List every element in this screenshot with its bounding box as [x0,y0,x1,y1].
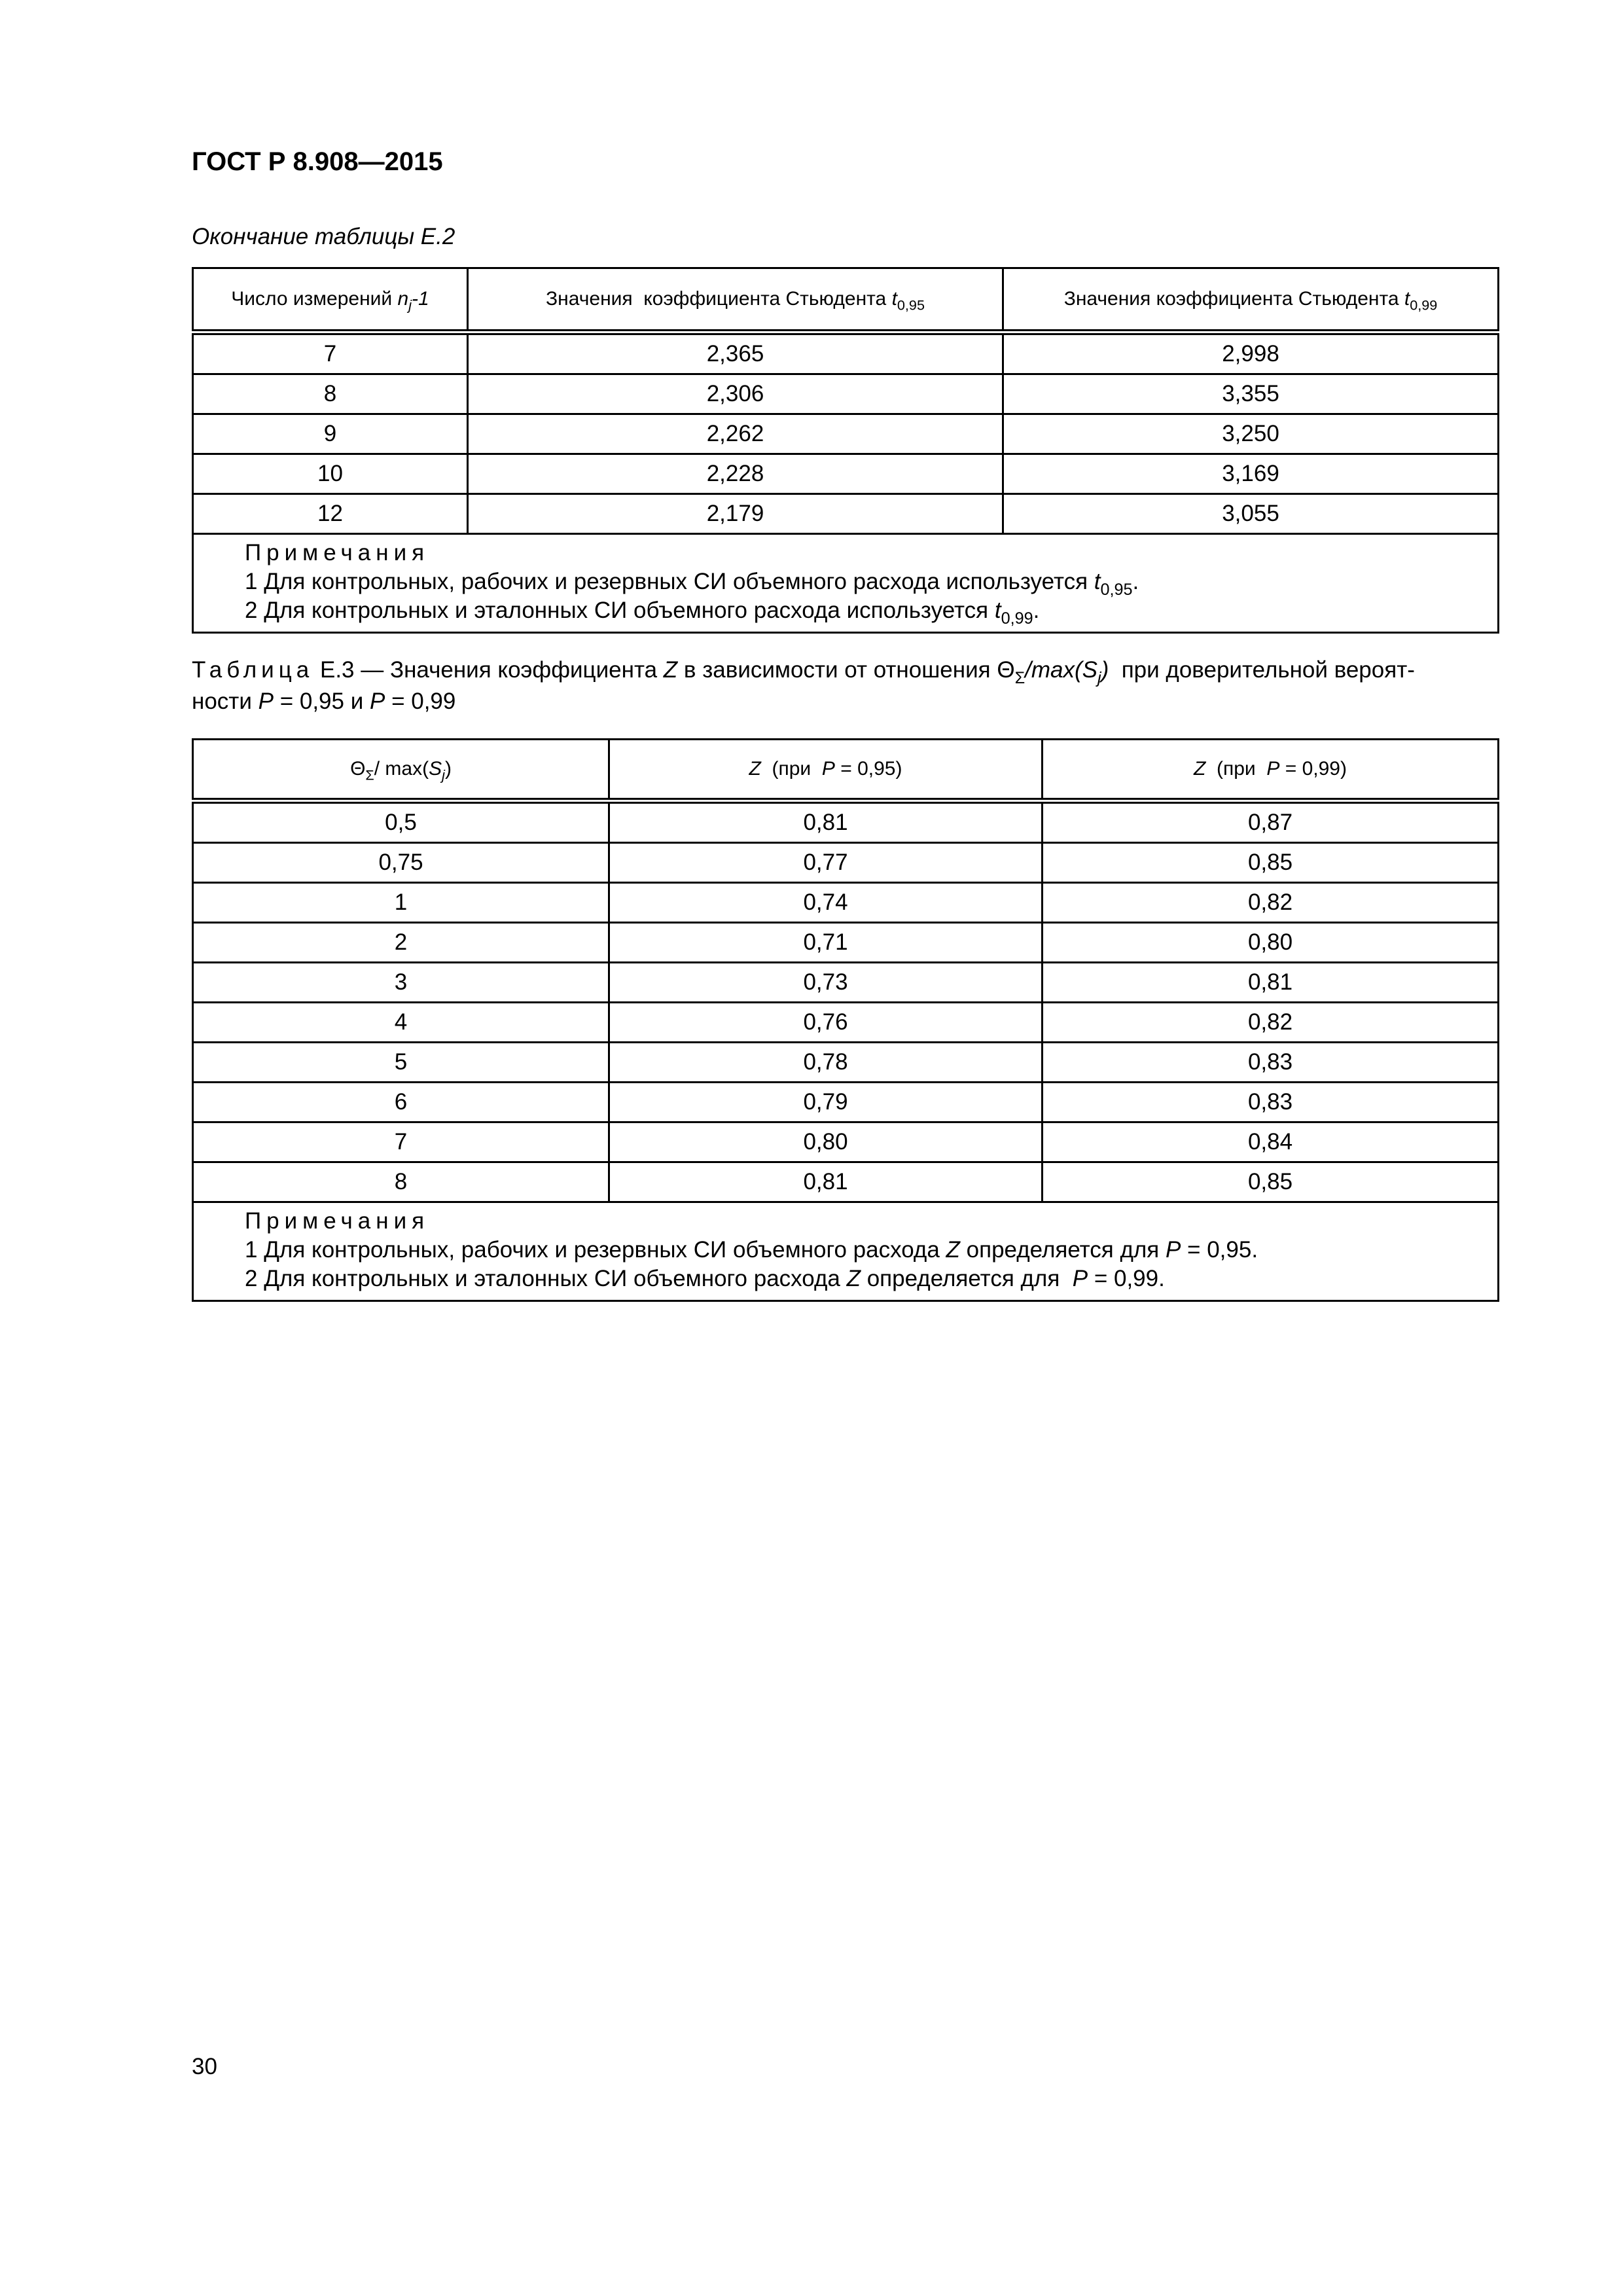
variable-t: t [1404,288,1410,310]
cell-z095: 0,79 [609,1083,1043,1122]
table-header-row [193,740,1499,801]
header-text: = 0,95) [834,758,902,780]
subscript-099: 0,99 [1410,296,1438,314]
note-2 [245,1265,1497,1293]
subscript-j: j [442,766,445,783]
cell-z095: 0,81 [609,801,1043,843]
note-text: 1 Для контрольных, рабочих и резервных СИ объемного расхода используется [245,569,1088,594]
cell-z099: 0,81 [1043,963,1499,1003]
note-text: определяется для [860,1266,1073,1291]
note-end: . [1132,569,1139,594]
cell-measurements: 12 [193,494,468,534]
cell-z099: 0,87 [1043,801,1499,843]
cell-z095: 0,71 [609,923,1043,963]
variable-p: P [369,689,385,714]
cell-ratio: 7 [193,1122,609,1162]
caption-text: = 0,99 [385,689,456,714]
caption-text: ности [192,689,259,714]
cell-ratio: 0,5 [193,801,609,843]
note-end: = 0,95. [1181,1237,1258,1263]
cell-z095: 0,81 [609,1162,1043,1202]
notes-row [193,534,1499,633]
header-text: Значения коэффициента Стьюдента [1063,288,1399,310]
table-row [193,414,1499,454]
cell-z099: 0,84 [1043,1122,1499,1162]
cell-z099: 0,85 [1043,1162,1499,1202]
table-row [193,923,1499,963]
note-text: определяется для [959,1237,1166,1263]
subscript-099: 0,99 [1001,609,1033,628]
note-end: . [1033,598,1040,623]
caption-close: ) [1101,657,1109,683]
notes-row [193,1202,1499,1301]
note-2 [245,596,1497,628]
cell-measurements: 8 [193,374,468,414]
header-suffix: -1 [412,288,429,310]
table-row [193,1122,1499,1162]
cell-z099: 0,85 [1043,843,1499,883]
header-text: / max( [374,758,429,780]
cell-t099: 2,998 [1003,332,1499,374]
sigma-subscript: Σ [1014,668,1026,687]
cell-z095: 0,76 [609,1003,1043,1043]
caption-text: = 0,95 и [273,689,370,714]
subscript-095: 0,95 [897,296,925,314]
z-coefficient-table [192,738,1499,1302]
variable-t: t [891,288,897,310]
note-1 [245,567,1497,599]
header-text: (при [1205,758,1267,780]
cell-ratio: 8 [193,1162,609,1202]
cell-ratio: 1 [193,883,609,923]
column-header-measurements [193,268,468,332]
cell-t099: 3,169 [1003,454,1499,494]
cell-z095: 0,73 [609,963,1043,1003]
variable-z: Z [663,657,678,683]
table-row [193,801,1499,843]
table-row [193,1003,1499,1043]
variable-z: Z [946,1237,960,1263]
variable-p: P [1072,1266,1088,1291]
column-header-t095 [468,268,1003,332]
variable-p: P [1165,1237,1181,1263]
variable-t: t [1094,569,1101,594]
cell-t095: 2,306 [468,374,1003,414]
note-text: 1 Для контрольных, рабочих и резервных СИ объемного расхода [245,1237,946,1263]
table-row [193,332,1499,374]
header-text: Число измерений [231,288,393,310]
subscript-j: j [1097,668,1101,687]
cell-ratio: 3 [193,963,609,1003]
column-header-ratio [193,740,609,801]
cell-z095: 0,80 [609,1122,1043,1162]
note-text: 2 Для контрольных и эталонных СИ объемного расхода [245,1266,847,1291]
variable-t: t [994,598,1001,623]
variable-z: Z [749,758,761,780]
cell-z099: 0,82 [1043,1003,1499,1043]
theta-symbol: Θ [350,758,366,780]
column-header-z095 [609,740,1043,801]
note-text: 2 Для контрольных и эталонных СИ объемного расхода используется [245,598,989,623]
cell-t099: 3,055 [1003,494,1499,534]
table-row [193,1043,1499,1083]
table-header-row [193,268,1499,332]
cell-t095: 2,365 [468,332,1003,374]
caption-ratio: /max( [1025,657,1082,683]
variable-z: Z [846,1266,861,1291]
note-end: = 0,99. [1088,1266,1165,1291]
table-continuation-title: Окончание таблицы Е.2 [192,224,455,249]
table-notes [193,1202,1499,1301]
table-row [193,454,1499,494]
sigma-subscript: Σ [365,766,374,783]
cell-z099: 0,83 [1043,1043,1499,1083]
table-row [193,843,1499,883]
variable-p: P [258,689,274,714]
table-row [193,883,1499,923]
cell-measurements: 10 [193,454,468,494]
document-header: ГОСТ Р 8.908—2015 [192,147,443,176]
theta-symbol: Θ [997,657,1015,683]
caption-word: Таблица [192,657,314,683]
notes-title: Примечания [245,540,430,565]
caption-text: при доверительной вероят- [1109,657,1415,683]
cell-z099: 0,82 [1043,883,1499,923]
table-row [193,1162,1499,1202]
column-header-t099 [1003,268,1499,332]
cell-measurements: 7 [193,332,468,374]
caption-number: Е.3 [319,657,355,683]
table-row [193,494,1499,534]
cell-ratio: 0,75 [193,843,609,883]
cell-ratio: 2 [193,923,609,963]
table-notes [193,534,1499,633]
cell-ratio: 4 [193,1003,609,1043]
page-number: 30 [192,2054,217,2079]
note-1 [245,1236,1497,1265]
cell-z095: 0,77 [609,843,1043,883]
table-row [193,1083,1499,1122]
header-text: Значения коэффициента Стьюдента [546,288,887,310]
header-close: ) [444,758,452,780]
cell-z095: 0,78 [609,1043,1043,1083]
notes-title: Примечания [245,1208,430,1234]
table-row [193,374,1499,414]
variable-p: P [1266,758,1280,780]
cell-t099: 3,250 [1003,414,1499,454]
subscript-j: j [408,296,412,314]
column-header-z099 [1043,740,1499,801]
cell-t095: 2,228 [468,454,1003,494]
table-row [193,963,1499,1003]
header-text: = 0,99) [1279,758,1347,780]
variable-z: Z [1194,758,1206,780]
variable-s: S [1082,657,1097,683]
cell-t095: 2,262 [468,414,1003,454]
cell-z095: 0,74 [609,883,1043,923]
caption-text: в зависимости от отношения [677,657,997,683]
cell-measurements: 9 [193,414,468,454]
cell-z099: 0,80 [1043,923,1499,963]
cell-z099: 0,83 [1043,1083,1499,1122]
variable-s: S [429,758,442,780]
cell-ratio: 5 [193,1043,609,1083]
subscript-095: 0,95 [1100,580,1133,599]
variable-n: n [397,288,409,310]
cell-t095: 2,179 [468,494,1003,534]
cell-ratio: 6 [193,1083,609,1122]
header-text: (при [760,758,822,780]
caption-text: — Значения коэффициента [354,657,664,683]
variable-p: P [821,758,835,780]
table-e3-caption [192,655,1497,717]
cell-t099: 3,355 [1003,374,1499,414]
student-coefficient-table [192,267,1499,634]
